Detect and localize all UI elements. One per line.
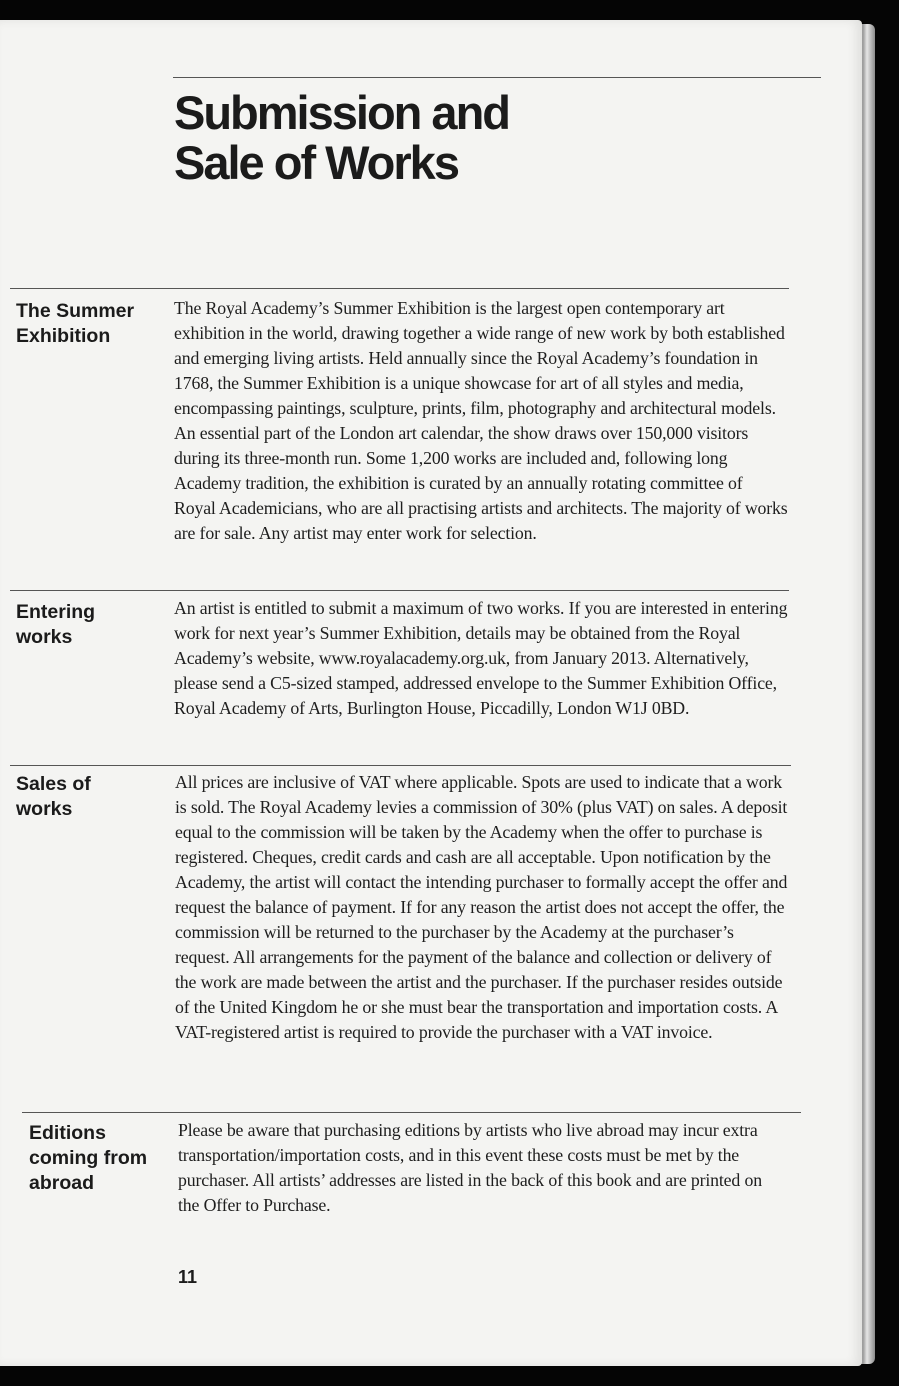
page-number: 11 [178, 1267, 198, 1287]
book-page [0, 20, 862, 1366]
title-line-1: Submission and [174, 86, 509, 139]
section-label-editions-abroad: Editions coming from abroad [29, 1122, 148, 1194]
section-label-summer-exhibition: The Summer Exhibition [16, 300, 135, 347]
section-rule-editions-abroad [22, 1112, 801, 1113]
section-label-entering-works: Entering works [16, 601, 96, 648]
section-rule-summer-exhibition [10, 288, 789, 289]
section-rule-entering-works [10, 590, 789, 591]
section-rule-sales-of-works [10, 765, 791, 766]
show-through-text [600, 90, 790, 115]
section-text-sales-of-works: All prices are inclusive of VAT where applicable. Spots are used to indicate that a work is sold. The Royal Academy levies a commission of 30% (plus VAT) on sales. A deposit equal to the commission will be taken by the Academy when the offer to purchase is registered. Cheques, credit cards and cash are all acceptable. Upon notification by the Academy, the artist will contact the intending purchaser to formally accept the offer and request the balance of payment. If for any reason the artist does not accept the offer, the commission will be returned to the purchaser by the Academy at the purchaser’s request. All arrangements for the payment of the balance and collection or delivery of the work are made between the artist and the purchaser. If the purchaser resides outside of the United Kingdom he or she must bear the transportation and importation costs. A VAT-registered artist is required to provide the purchaser with a VAT invoice. [175, 772, 788, 1042]
title-line-2: Sale of Works [174, 136, 458, 189]
section-text-entering-works: An artist is entitled to submit a maximum of two works. If you are interested in entering work for next year’s Summer Exhibition, details may be obtained from the Royal Academy’s website, www.royalacademy.org.uk, from January 2013. Alternatively, please send a C5-sized stamped, addressed envelope to the Summer Exhibition Office, Royal Academy of Arts, Burlington House, Piccadilly, London W1J 0BD. [174, 598, 788, 718]
section-label-sales-of-works: Sales of works [16, 773, 91, 820]
section-text-editions-abroad: Please be aware that purchasing editions by artists who live abroad may incur extra transportation/importation costs, and in this event these costs must be met by the purchaser. All artists’ addresses are listed in the back of this book and are printed on the Offer to Purchase. [178, 1120, 762, 1215]
section-text-summer-exhibition: The Royal Academy’s Summer Exhibition is the largest open contemporary art exhibition in the world, drawing together a wide range of new work by both established and emerging living artists. Held annually since the Royal Academy’s foundation in 1768, the Summer Exhibition is a unique showcase for art of all styles and media, encompassing paintings, sculpture, prints, film, photography and architectural models. An essential part of the London art calendar, the show draws over 150,000 visitors during its three-month run. Some 1,200 works are included and, following long Academy tradition, the exhibition is curated by an annually rotating committee of Royal Academicians, who are all practising artists and architects. The majority of works are for sale. Any artist may enter work for selection. [174, 298, 788, 543]
title-rule [173, 77, 821, 78]
page-title [174, 88, 509, 188]
